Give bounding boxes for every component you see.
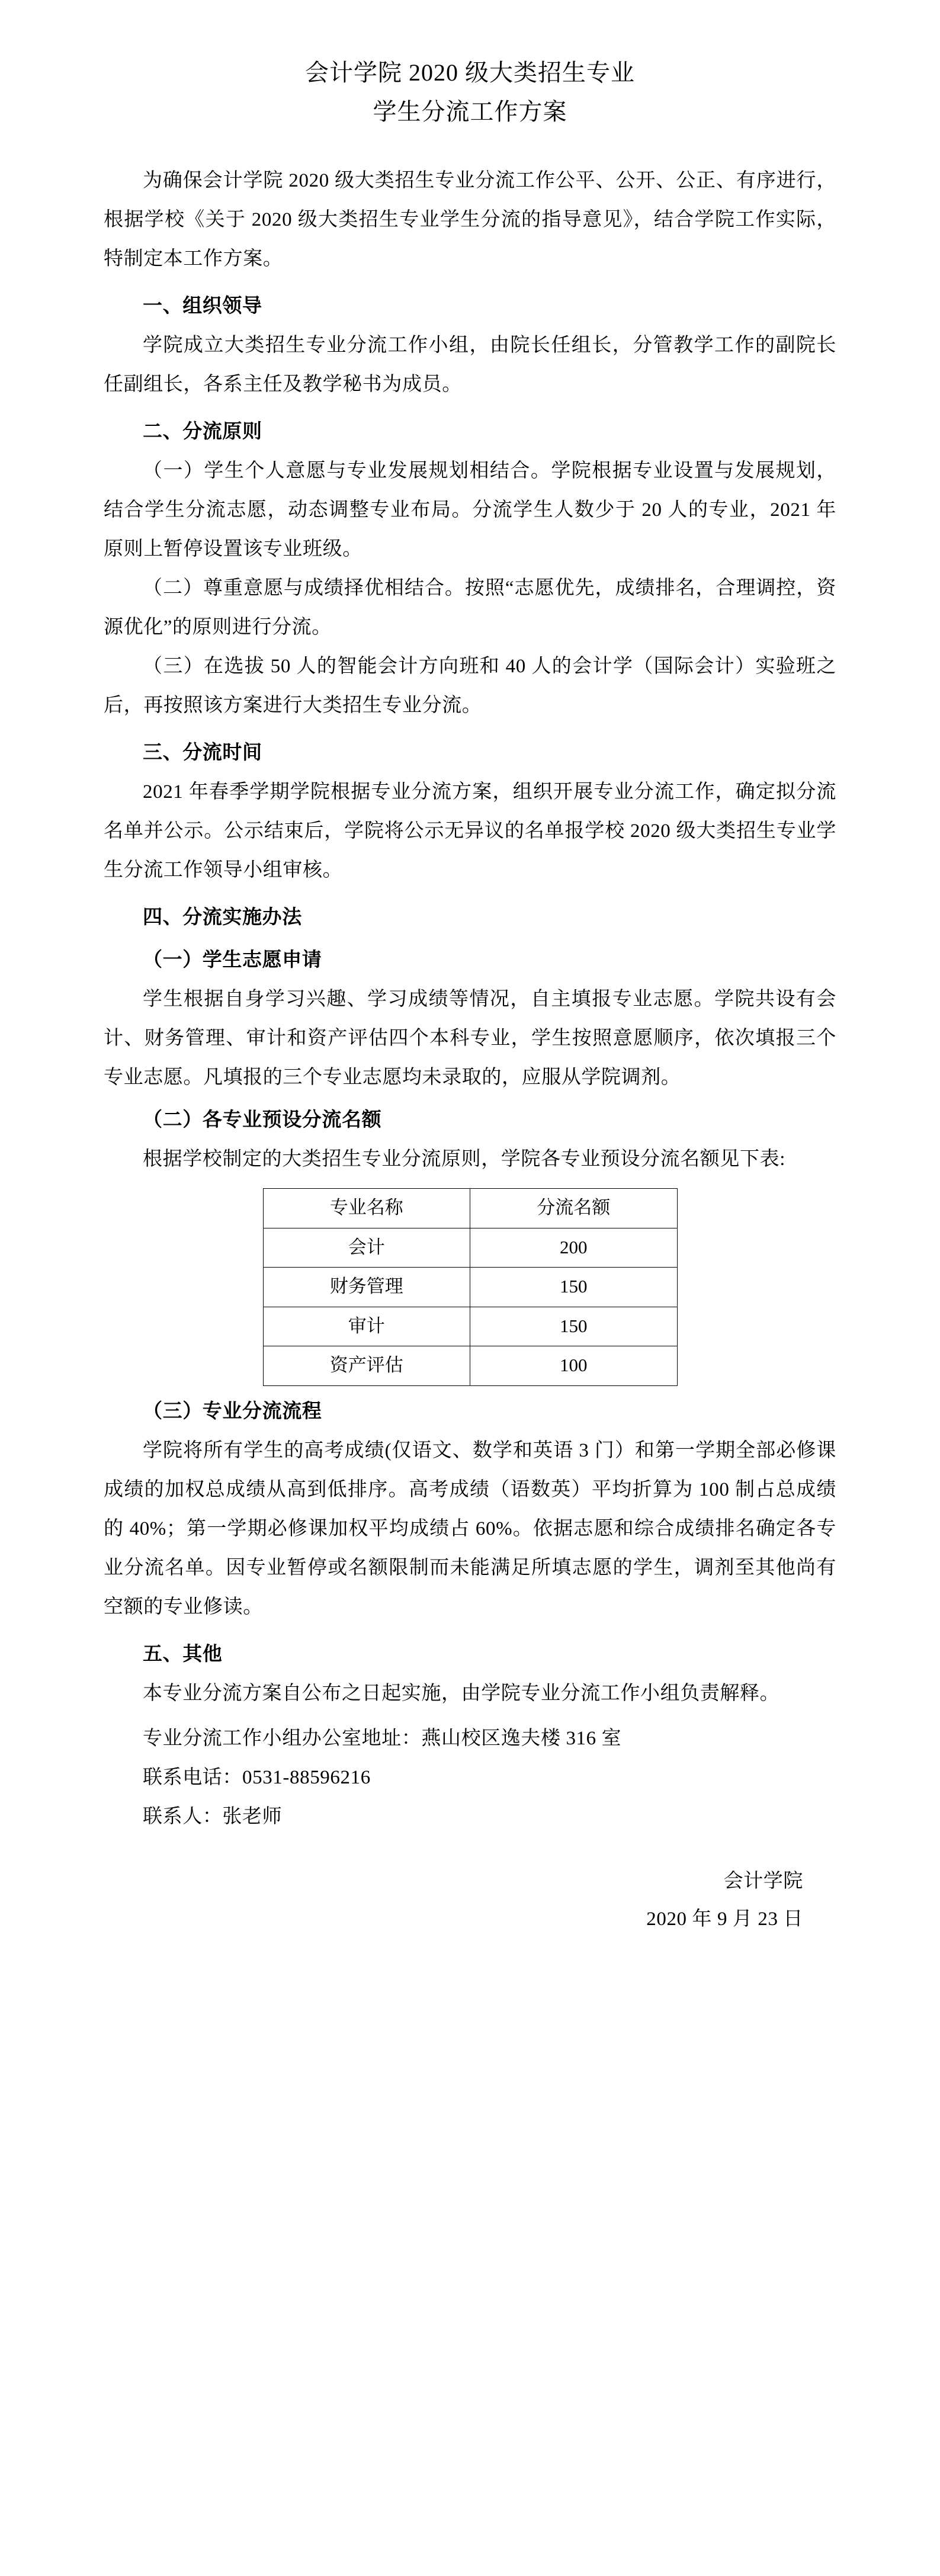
signature-block [104, 1862, 836, 1939]
page-title-line-1: 会计学院 2020 级大类招生专业 [305, 59, 635, 86]
cell-quota: 200 [470, 1228, 678, 1268]
contact-person: 联系人：张老师 [143, 1805, 283, 1827]
section-heading-organization: 一、组织领导 [143, 296, 262, 317]
cell-quota: 150 [470, 1307, 678, 1346]
column-header-quota: 分流名额 [470, 1189, 678, 1228]
section-heading-implementation: 四、分流实施办法 [143, 907, 302, 928]
section-body-organization: 学院成立大类招生专业分流工作小组，由院长任组长，分管教学工作的副院长任副组长，各系主任及教学秘书为成员。 [104, 335, 836, 395]
quota-table-body [263, 1228, 677, 1385]
quota-table-wrapper [104, 1188, 836, 1386]
cell-quota: 150 [470, 1268, 678, 1307]
contact-address: 专业分流工作小组办公室地址：燕山校区逸夫楼 316 室 [143, 1727, 622, 1749]
column-header-major: 专业名称 [263, 1189, 470, 1228]
contact-block [104, 1719, 836, 1836]
subsection-heading-process: （三）专业分流流程 [143, 1400, 322, 1422]
subsection-body-process: 学院将所有学生的高考成绩(仅语文、数学和英语 3 门）和第一学期全部必修课成绩的加权总成绩从高到低排序。高考成绩（语数英）平均折算为 100 制占总成绩的 40%；第一学期必修课加权平均成绩占 60%。依据志愿和综合成绩排名确定各专业分流名单。因专业暂停或名额限制而未能满足所填志愿的学生，调剂至其他尚有空额的专业修读。 [104, 1439, 836, 1618]
contact-phone: 联系电话：0531-88596216 [143, 1766, 371, 1788]
quota-table-head [263, 1189, 677, 1228]
subsection-heading-application: （一）学生志愿申请 [143, 949, 322, 971]
signature-organization: 会计学院 [723, 1870, 803, 1892]
subsection-body-quota: 根据学校制定的大类招生专业分流原则，学院各专业预设分流名额见下表: [143, 1149, 785, 1170]
cell-major: 财务管理 [263, 1268, 470, 1307]
section-body-other: 本专业分流方案自公布之日起实施，由学院专业分流工作小组负责解释。 [143, 1682, 780, 1704]
table-row [263, 1268, 677, 1307]
page-title [104, 53, 836, 131]
subsection-heading-quota: （二）各专业预设分流名额 [143, 1109, 382, 1131]
document-body [104, 161, 836, 1938]
intro-paragraph: 为确保会计学院 2020 级大类招生专业分流工作公平、公开、公正、有序进行，根据学校《关于 2020 级大类招生专业学生分流的指导意见》，结合学院工作实际，特制定本工作方案。 [104, 170, 836, 270]
table-row [263, 1228, 677, 1268]
quota-table [263, 1188, 678, 1386]
page-title-line-2: 学生分流工作方案 [373, 98, 567, 125]
table-row [263, 1307, 677, 1346]
table-row [263, 1346, 677, 1386]
principle-item-2: （二）尊重意愿与成绩择优相结合。按照“志愿优先，成绩排名，合理调控，资源优化”的原则进行分流。 [104, 578, 836, 638]
table-header-row [263, 1189, 677, 1228]
section-heading-other: 五、其他 [143, 1643, 223, 1665]
subsection-body-application: 学生根据自身学习兴趣、学习成绩等情况，自主填报专业志愿。学院共设有会计、财务管理、审计和资产评估四个本科专业，学生按照意愿顺序，依次填报三个专业志愿。凡填报的三个专业志愿均未录取的，应服从学院调剂。 [104, 989, 836, 1088]
cell-major: 会计 [263, 1228, 470, 1268]
cell-quota: 100 [470, 1346, 678, 1386]
signature-date: 2020 年 9 月 23 日 [646, 1908, 803, 1930]
principle-item-3: （三）在选拔 50 人的智能会计方向班和 40 人的会计学（国际会计）实验班之后，再按照该方案进行大类招生专业分流。 [104, 656, 836, 716]
cell-major: 资产评估 [263, 1346, 470, 1386]
section-heading-schedule: 三、分流时间 [143, 742, 262, 764]
cell-major: 审计 [263, 1307, 470, 1346]
section-body-schedule: 2021 年春季学期学院根据专业分流方案，组织开展专业分流工作，确定拟分流名单并公示。公示结束后，学院将公示无异议的名单报学校 2020 级大类招生专业学生分流工作领导小组审核。 [104, 781, 836, 881]
principle-item-1: （一）学生个人意愿与专业发展规划相结合。学院根据专业设置与发展规划，结合学生分流志愿，动态调整专业布局。分流学生人数少于 20 人的专业，2021 年原则上暂停设置该专业班级。 [104, 460, 836, 560]
section-heading-principles: 二、分流原则 [143, 421, 262, 442]
